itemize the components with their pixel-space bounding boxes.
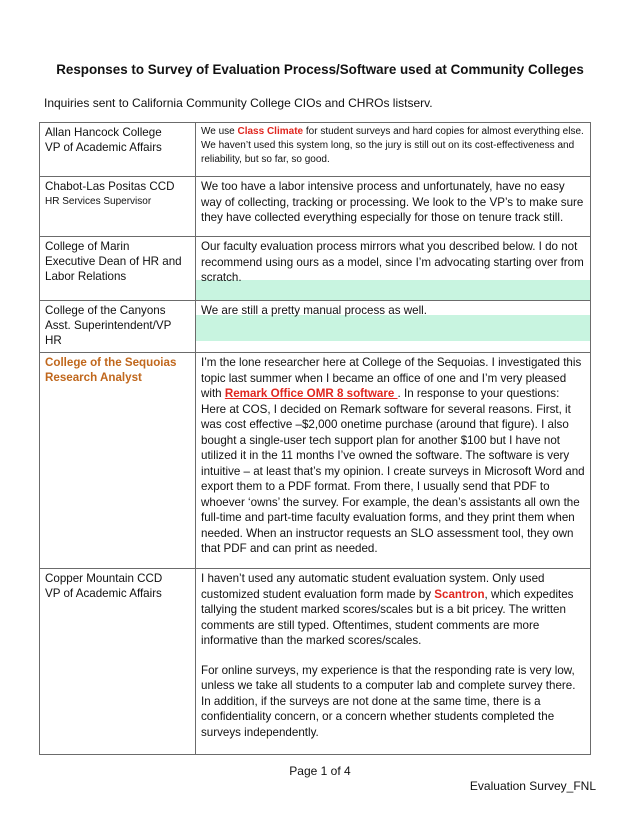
org-name: Allan Hancock College [45, 126, 162, 139]
response-cell: Our faculty evaluation process mirrors what you described below. I do not recommend using ours as a model, since I’m advocating starting over from scratch. [196, 237, 591, 301]
role-title: Asst. Superintendent/VP HR [45, 319, 172, 347]
document-name: Evaluation Survey_FNL [469, 779, 596, 793]
org-name: College of the Sequoias [45, 356, 177, 369]
respondent-cell [40, 177, 196, 237]
respondent-cell [40, 301, 196, 353]
respondent-cell [40, 353, 196, 569]
remark-software-link[interactable]: Remark Office OMR 8 software [224, 387, 398, 400]
scantron-highlight: Scantron [434, 587, 485, 601]
page-number: Page 1 of 4 [289, 764, 351, 778]
response-cell: I’m the lone researcher here at College of the Sequoias. I investigated this topic last summer when I became an office of one and I’m very pleased with Remark Office OMR 8 software . In response to your questions: Here at COS, I decided on Remark software for several reasons. First, it was cost effective –$2,000 onetime purchase (around that figure). I also bought a single-user tech support plan for another $100 but I have not utilized it in the 11 months I’ve owned the software. The software is very intuitive – at least that’s my opinion. I create surveys in Microsoft Word and export them to a PDF format. From there, I usually send that PDF to whoever ‘owns’ the survey. For example, the dean’s assistants all own the full-time and part-time faculty evaluation forms, and they print them when needed. When an instructor requests an SLO assessment tool, they own that PDF and can print as needed. [196, 353, 591, 569]
role-title: VP of Academic Affairs [45, 587, 162, 600]
table-row [40, 569, 591, 755]
document-title: Responses to Survey of Evaluation Process/Software used at Community Colleges [56, 62, 584, 77]
org-name: College of Marin [45, 240, 130, 253]
table-row [40, 123, 591, 177]
respondent-cell [40, 237, 196, 301]
response-cell: We are still a pretty manual process as well. [196, 301, 591, 353]
role-title: HR Services Supervisor [45, 196, 152, 207]
responses-table [39, 122, 591, 755]
table-row [40, 301, 591, 353]
class-climate-highlight: Class Climate [237, 126, 304, 137]
role-title: VP of Academic Affairs [45, 141, 162, 154]
table-row [40, 237, 591, 301]
response-cell: We use Class Climate for student surveys and hard copies for almost everything else. We haven’t used this system long, so the jury is still out on its cost-effectiveness and reliability, but so far, so good. [196, 123, 591, 177]
role-title: Research Analyst [45, 371, 142, 384]
role-title: Executive Dean of HR and Labor Relations [45, 255, 182, 283]
table-row [40, 353, 591, 569]
highlight-band [196, 315, 590, 341]
org-name: College of the Canyons [45, 304, 166, 317]
table-row [40, 177, 591, 237]
response-cell: I haven’t used any automatic student evaluation system. Only used customized student evaluation form made by Scantron, which expedites tallying the student marked scores/scales but is a bit pricey. The written comments are still typed. Oftentimes, student comments are more informative than the marked scores/scales. For online surveys, my experience is that the responding rate is very low, unless we take all students to a computer lab and complete survey there. In addition, if the surveys are not done at the same time, there is a confidentiality concern, or a concern whether students completed the surveys independently. [196, 569, 591, 755]
org-name: Copper Mountain CCD [45, 572, 163, 585]
org-name: Chabot-Las Positas CCD [45, 180, 175, 193]
respondent-cell [40, 569, 196, 755]
response-cell: We too have a labor intensive process and unfortunately, have no easy way of collecting, tracking or processing. We look to the VP’s to make sure they have collected everything especially for those on tenure track still. [196, 177, 591, 237]
intro-text: Inquiries sent to California Community College CIOs and CHROs listserv. [44, 96, 433, 110]
respondent-cell [40, 123, 196, 177]
